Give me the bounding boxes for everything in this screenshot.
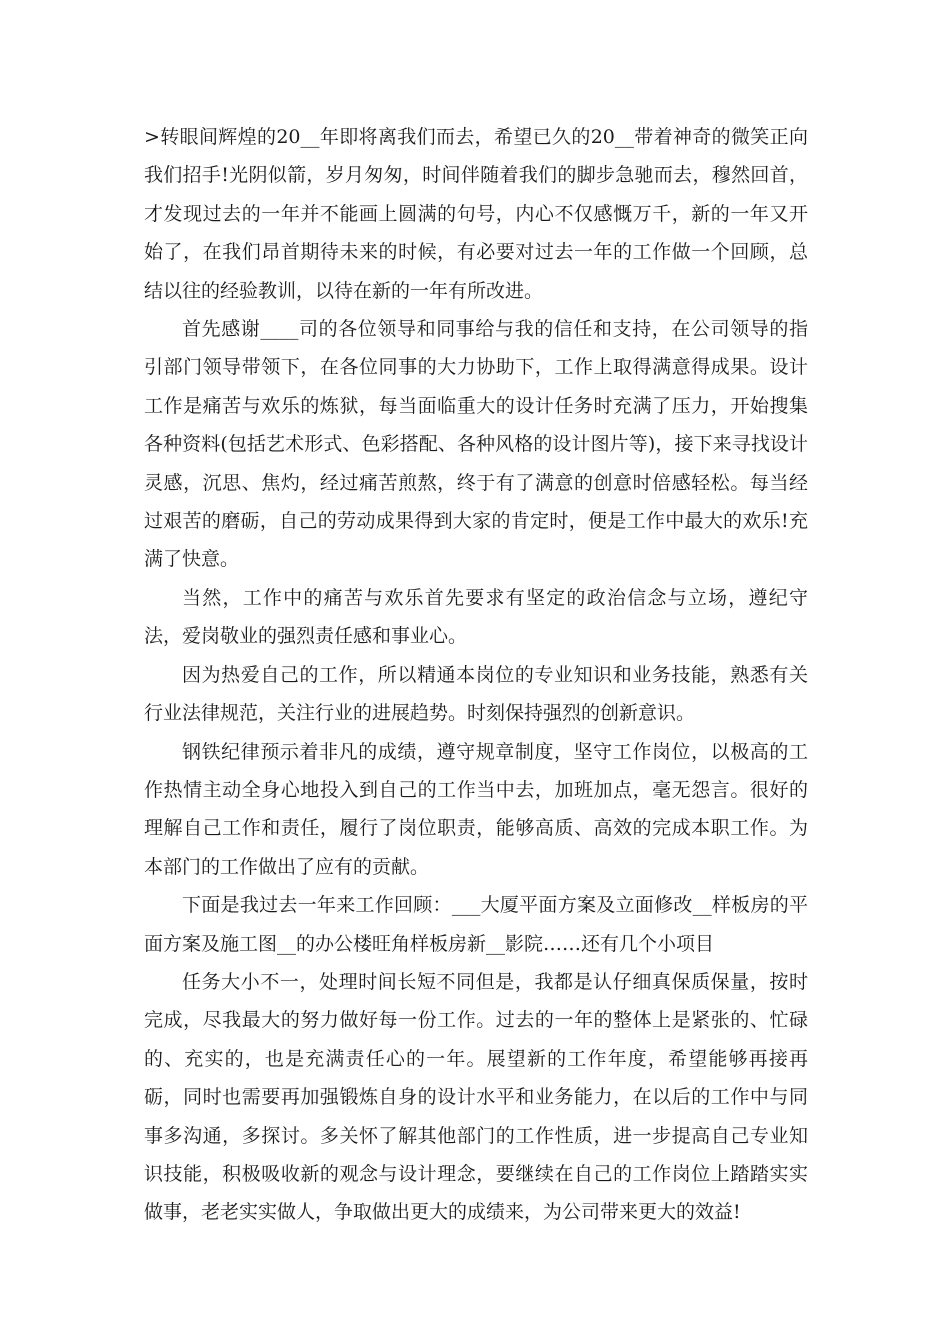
document-body [144, 118, 808, 1232]
paragraph-expertise: 因为热爱自己的工作，所以精通本岗位的专业知识和业务技能，熟悉有关行业法律规范，关注行业的进展趋势。时刻保持强烈的创新意识。 [144, 663, 808, 725]
paragraph-thanks: 首先感谢____司的各位领导和同事给与我的信任和支持，在公司领导的指引部门领导带领下，在各位同事的大力协助下，工作上取得满意得成果。设计工作是痛苦与欢乐的炼狱，每当面临重大的设计任务时充满了压力，开始搜集各种资料(包括艺术形式、色彩搭配、各种风格的设计图片等)，接下来寻找设计灵感，沉思、焦灼，经过痛苦煎熬，终于有了满意的创意时倍感轻松。每当经过艰苦的磨砺，自己的劳动成果得到大家的肯定时，便是工作中最大的欢乐!充满了快意。 [144, 318, 808, 571]
paragraph-review: 下面是我过去一年来工作回顾：___大厦平面方案及立面修改__样板房的平面方案及施工图__的办公楼旺角样板房新__影院……还有几个小项目 [144, 894, 808, 955]
paragraph-discipline: 钢铁纪律预示着非凡的成绩，遵守规章制度，坚守工作岗位，以极高的工作热情主动全身心地投入到自己的工作当中去，加班加点，毫无怨言。很好的理解自己工作和责任，履行了岗位职责，能够高质、高效的完成本职工作。为本部门的工作做出了应有的贡献。 [144, 740, 808, 878]
paragraph-intro: >转眼间辉煌的20__年即将离我们而去，希望已久的20__带着神奇的微笑正向我们招手!光阴似箭，岁月匆匆，时间伴随着我们的脚步急驰而去，穆然回首，才发现过去的一年并不能画上圆满的句号，内心不仅感慨万千，新的一年又开始了，在我们昂首期待未来的时候，有必要对过去一年的工作做一个回顾，总结以往的经验教训，以待在新的一年有所改进。 [144, 126, 808, 302]
paragraph-conclusion: 任务大小不一，处理时间长短不同但是，我都是认仔细真保质保量，按时完成，尽我最大的努力做好每一份工作。过去的一年的整体上是紧张的、忙碌的、充实的，也是充满责任心的一年。展望新的工作年度，希望能够再接再砺，同时也需要再加强锻炼自身的设计水平和业务能力，在以后的工作中与同事多沟通，多探讨。多关怀了解其他部门的工作性质，进一步提高自己专业知识技能，积极吸收新的观念与设计理念，要继续在自己的工作岗位上踏踏实实做事，老老实实做人，争取做出更大的成绩来，为公司带来更大的效益! [144, 970, 808, 1224]
paragraph-belief: 当然，工作中的痛苦与欢乐首先要求有坚定的政治信念与立场，遵纪守法，爱岗敬业的强烈责任感和事业心。 [144, 586, 808, 648]
